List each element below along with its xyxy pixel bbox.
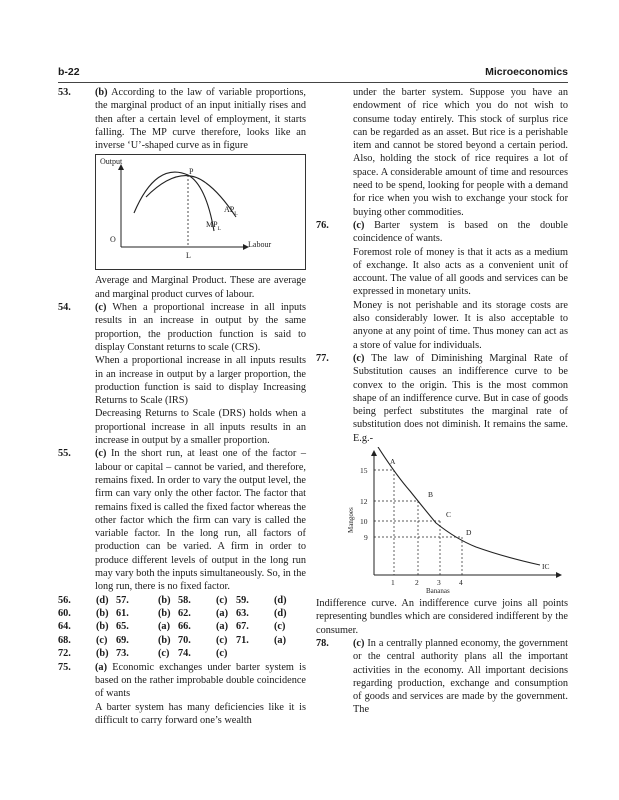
explanation-text: When a proportional increase in all inputs results in an increase in output by the same proportion, the production function is said to display Constant returns to scale (CRS). [95,302,306,353]
ap-label: $AP_L$ [224,205,238,218]
ic-label: IC [542,562,550,572]
point-b-label: B [428,490,434,500]
ap-curve [146,176,236,217]
answer-number: 63. [236,608,249,620]
answer-number: 68. [58,634,71,646]
origin-label: O [110,235,116,245]
answer-value: (a) [216,608,229,620]
y-tick-12: 12 [360,497,368,507]
point-p-label: P [189,167,194,177]
explanation-text: According to the law of variable proportions, the marginal product of an input initially rises and then after a certain level of employment, it starts falling. The MP curve therefore, looks like an inverse ‘U’-shaped curve as in figure [95,87,306,152]
question-number: 54. [58,302,71,314]
question-number: 75. [58,661,71,673]
answer-value: (c) [216,594,228,606]
answer-value: (b) [158,634,171,646]
answer-number: 73. [116,648,129,660]
answer-value: (b) [96,648,109,660]
question-number: 77. [316,352,329,364]
point-d-label: D [466,528,472,538]
answer-value: (a) [274,634,287,646]
explanation-paragraph: Money is not perishable and its storage costs are also considerably lower. It is also acceptable to anyone at any point of time. Thus money can act as a store of value for individuals. [353,299,568,351]
answer-number: 60. [58,608,71,620]
question-53 [58,86,306,152]
answer-number: 66. [178,621,191,633]
product-curves-figure [95,154,306,270]
answer-value: (b) [96,621,109,633]
answer-value: (b) [158,594,171,606]
chapter-title: Microeconomics [485,66,568,78]
product-curves-svg [96,155,307,271]
answer-number: 69. [116,634,129,646]
answer-option: (c) [95,302,107,314]
mp-label: $MP_L$ [206,220,221,233]
right-column [316,86,568,717]
y-tick-15: 15 [360,466,368,476]
answer-option: (c) [353,637,365,649]
point-c-label: C [446,510,452,520]
answer-value: (d) [274,594,287,606]
indifference-curve-figure [344,447,570,595]
left-column [58,86,306,727]
answer-number: 56. [58,594,71,606]
answer-key-grid [58,594,306,661]
explanation-paragraph: A barter system has many deficiencies like it is difficult to carry forward one’s wealth [95,701,306,726]
question-75 [58,661,306,701]
answer-number: 59. [236,594,249,606]
figure-caption: Average and Marginal Product. These are average and marginal product curves of labour. [95,275,306,300]
answer-number: 57. [116,594,129,606]
answer-option: (c) [353,352,365,364]
answer-number: 62. [178,608,191,620]
answer-value: (c) [216,634,228,646]
question-number: 53. [58,87,71,98]
x-tick-1: 1 [391,578,395,588]
indifference-curve-svg [344,447,570,595]
answer-value: (a) [158,621,171,633]
explanation-text: In the short run, at least one of the factor – labour or capital – cannot be varied, and therefore, remains fixed. In order to vary the output level, the firm can vary only the other factor. The factor that remains fixed is called the fixed factor whereas the other factor which the firm can vary is called the variable factor. In the long run, all factors of production can be varied. A firm in order to produce different levels of output in the long run may vary both the inputs simultaneously. So, in the long run, there is no fixed factor. [95,448,307,593]
figure-caption: Indifference curve. An indifference curve joins all points representing bundles which are considered indifferent by the consumer. [316,598,568,636]
header-rule [58,82,568,83]
question-number: 55. [58,448,71,460]
question-54 [58,301,306,354]
explanation-paragraph: When a proportional increase in all inputs results in an increase in output by a larger proportion, the production function is said to display Increasing Returns to Scale (IRS) [95,355,306,407]
question-78 [316,637,568,717]
page-number: b-22 [58,66,80,78]
question-75-continued: under the barter system. Suppose you have an endowment of rice which you do not wish to consume today entirely. This stock of surplus rice can be regarded as an asset. But rice is a perishable item and cannot be stored beyond a certain period. Also, holding the stock of rice requires a lot of space. A considerable amount of time and resources need to be spend, looking for people with a demand for rice when you wish to exchange your stock for buying other commodities. [353,87,568,218]
indifference-curve [378,447,540,565]
x-tick-4: 4 [459,578,463,588]
answer-value: (c) [216,648,228,660]
answer-value: (c) [158,648,170,660]
answer-value [274,647,294,660]
answer-value: (d) [96,594,109,606]
output-label: Output [100,157,123,167]
answer-value: (b) [158,608,171,620]
answer-number: 70. [178,634,191,646]
answer-option: (c) [95,448,107,460]
answer-value: (c) [274,621,286,633]
explanation-text: In a centrally planned economy, the government or the central authority plans all the important activities in the economy. All important decisions regarding production, exchange and consumption of goods and services are made by the government. The [353,637,568,716]
answer-number: 65. [116,621,129,633]
l-axis-mark: L [186,251,191,261]
answer-number: 72. [58,648,71,660]
answer-value: (c) [96,634,108,646]
point-a-label: A [390,457,396,467]
question-76 [316,219,568,246]
answer-value: (d) [274,608,287,620]
labour-label: Labour [248,240,272,250]
answer-number: 64. [58,621,71,633]
explanation-text: Economic exchanges under barter system is based on the rather improbable double coincidence of wants [95,661,307,700]
answer-number: 71. [236,634,249,646]
y-tick-10: 10 [360,517,368,527]
answer-value: (b) [96,608,109,620]
explanation-paragraph: Decreasing Returns to Scale (DRS) holds when a proportional increase in all inputs results in an increase in output by a smaller proportion. [95,408,306,447]
question-77 [316,352,568,445]
question-55 [58,447,306,593]
y-tick-9: 9 [364,533,368,543]
question-number: 76. [316,219,329,231]
answer-option: (a) [95,661,108,673]
answer-option: (b) [95,87,108,98]
answer-option: (c) [353,219,365,231]
answer-number: 61. [116,608,129,620]
answer-number: 58. [178,594,191,606]
y-axis-label: Mangoes [347,507,355,534]
explanation-text: The law of Diminishing Marginal Rate of Substitution causes an indifference curve to be convex to the origin. This is the most common shape of an indifference curve. But in case of goods being perfect substitutes the marginal rate of substitution does not diminish. It remains the same. E.g.- [353,352,568,444]
question-number: 78. [316,637,329,649]
answer-number [236,647,274,660]
x-tick-2: 2 [415,578,419,588]
answer-number: 67. [236,621,249,633]
answer-number: 74. [178,648,191,660]
page-header [58,66,568,80]
answer-value: (a) [216,621,229,633]
explanation-text: Barter system is based on the double coincidence of wants. [353,219,568,245]
x-tick-3: 3 [437,578,441,588]
x-axis-label: Bananas [426,587,450,596]
explanation-paragraph: Foremost role of money is that it acts as a medium of exchange. It also acts as a convenient unit of account. The value of all goods and services can be expressed in monetary units. [353,246,568,298]
